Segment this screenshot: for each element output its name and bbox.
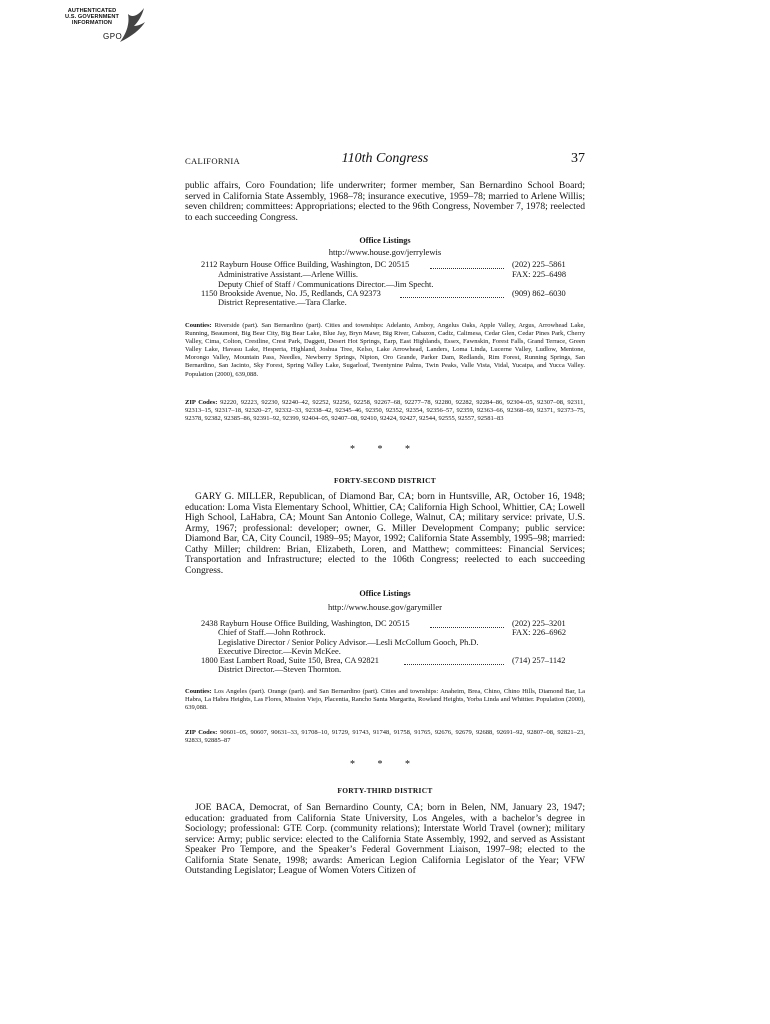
office-phone: (714) 257–1142 bbox=[512, 656, 566, 665]
leader-dots bbox=[430, 626, 504, 628]
zip-codes-label: ZIP Codes: bbox=[185, 729, 218, 736]
zip-codes-text: 92220, 92223, 92230, 92240–42, 92252, 92256, 92258, 92267–68, 92277–78, 92280, 92282, 92284–86, 92304–05, 92307–08, 92311, 92313–15, 92317–18, 92320–27, 92332–33, 92338–42, 92345–46, 92350, 92352, 92354, 92356–57, 92359, 92363–66, 92368–69, 92371, 92373–75, 92378, 92382, 92385–86, 92391–92, 92399, 92404–05, 92407–08, 92410, 92424, 92427, 92544, 92555, 92557, 92581–83 bbox=[185, 399, 585, 423]
zip-codes-block bbox=[185, 729, 585, 745]
logo-gpo-mark: GPO bbox=[103, 32, 123, 41]
counties-label: Counties: bbox=[185, 322, 212, 329]
leader-dots bbox=[404, 663, 504, 665]
staff-listing: Executive Director.—Kevin McKee. bbox=[218, 647, 341, 656]
office-phone: (202) 225–5861 bbox=[512, 260, 566, 269]
page-number: 37 bbox=[571, 151, 585, 166]
logo-text-line: U.S. GOVERNMENT bbox=[64, 14, 120, 20]
counties-block bbox=[185, 322, 585, 379]
logo-text-line: AUTHENTICATED bbox=[67, 8, 117, 14]
office-phone: (202) 225–3201 bbox=[512, 619, 566, 628]
zip-codes-text: 90601–05, 90607, 90631–33, 91708–10, 91729, 91743, 91748, 91758, 91765, 92676, 92679, 92688, 92691–92, 92807–08, 92821–23, 92833, 92885–87 bbox=[185, 729, 585, 745]
website-url[interactable]: http://www.house.gov/jerrylewis bbox=[328, 247, 442, 257]
office-address: 1800 East Lambert Road, Suite 150, Brea, CA 92821 bbox=[201, 656, 379, 665]
biography-continued: public affairs, Coro Foundation; life underwriter; former member, San Bernardino School Board; served in California State Assembly, 1968–78; insurance executive, 1959–78; married to Arlene Willis; seven children; committees: Appropriations; elected to the 96th Congress, November 7, 1978; reelected to each succeeding Congress. bbox=[185, 180, 585, 223]
office-fax: FAX: 225–6498 bbox=[512, 270, 567, 279]
member-biography: GARY G. MILLER, Republican, of Diamond Bar, CA; born in Huntsville, AR, October 16, 1948; education: Loma Vista Elementary School, Whittier, CA; California High School, Whittier, CA; Lowell High School, LaHabra, CA; Mount San Antonio College, Walnut, CA; military service: private, U.S. Army, 1967; professional: developer; owner, G. Miller Development Company; public service: Diamond Bar, CA, City Council, 1989–95; Mayor, 1992; California State Assembly, 1995–98; married: Cathy Miller; children: Brian, Elizabeth, Loren, and Matthew; committees: Financial Services; Transportation and Infrastructure; elected to the 106th Congress; reelected to each succeeding Congress. bbox=[185, 491, 585, 576]
zip-codes-block bbox=[185, 399, 585, 423]
district-heading: FORTY-SECOND DISTRICT bbox=[333, 476, 437, 485]
zip-codes-label: ZIP Codes: bbox=[185, 399, 218, 406]
logo-text-line: INFORMATION bbox=[71, 20, 113, 26]
section-separator: * * * bbox=[350, 444, 420, 455]
staff-listing: District Director.—Steven Thornton. bbox=[218, 665, 342, 674]
office-fax: FAX: 226–6962 bbox=[512, 628, 567, 637]
office-phone: (909) 862–6030 bbox=[512, 289, 566, 298]
counties-block bbox=[185, 688, 585, 712]
leader-dots bbox=[430, 267, 504, 269]
office-listings-heading: Office Listings bbox=[359, 236, 411, 245]
section-separator: * * * bbox=[350, 759, 420, 770]
office-address: 2438 Rayburn House Office Building, Washington, DC 20515 bbox=[201, 619, 410, 628]
website-url[interactable]: http://www.house.gov/garymiller bbox=[327, 602, 442, 612]
member-biography: JOE BACA, Democrat, of San Bernardino County, CA; born in Belen, NM, January 23, 1947; education: graduated from California State University, Los Angeles, with a bachelor’s degree in Sociology; professional: GTE Corp. (community relations); Interstate World Travel (owner); military service: Army; public service: elected to the California State Assembly, 1992, and served as Assistant Speaker Pro Tempore, and the Speaker’s Federal Government Liaison, 1997–98; elected to the California State Senate, 1998; awards: American Legion California Legislator of the Year; VFW Outstanding Legislator; League of Women Voters Citizen of bbox=[185, 802, 585, 876]
counties-label: Counties: bbox=[185, 688, 212, 695]
staff-listing: Deputy Chief of Staff / Communications Director.—Jim Specht. bbox=[218, 280, 434, 289]
staff-listing: Administrative Assistant.—Arlene Willis. bbox=[218, 270, 359, 279]
district-heading: FORTY-THIRD DISTRICT bbox=[337, 786, 433, 795]
running-head-congress: 110th Congress bbox=[341, 151, 429, 166]
staff-listing: Chief of Staff.—John Rothrock. bbox=[218, 628, 326, 637]
running-head-state: CALIFORNIA bbox=[185, 156, 241, 166]
staff-listing: Legislative Director / Senior Policy Advisor.—Lesli McCollum Gooch, Ph.D. bbox=[218, 638, 479, 647]
staff-listing: District Representative.—Tara Clarke. bbox=[218, 298, 347, 307]
gpo-authentication-logo bbox=[60, 4, 150, 48]
leader-dots bbox=[400, 296, 504, 298]
counties-text: Los Angeles (part). Orange (part). and San Bernardino (part). Cities and townships: Anaheim, Brea, Chino, Chino Hills, Diamond Bar, La Habra, La Habra Heights, Las Flores, Mission Viejo, Placentia, Rancho Santa Margarita, Rowland Heights, Yorba Linda and Whittier. Population (2000), 639,088. bbox=[185, 688, 586, 712]
office-address: 1150 Brookside Avenue, No. J5, Redlands, CA 92373 bbox=[201, 289, 381, 298]
office-listings-heading: Office Listings bbox=[359, 589, 411, 598]
office-address: 2112 Rayburn House Office Building, Washington, DC 20515 bbox=[201, 260, 410, 269]
counties-text: Riverside (part). San Bernardino (part). Cities and townships: Adelanto, Amboy, Angelus Oaks, Apple Valley, Argus, Arrowhead Lake, Running, Beaumont, Big Bear City, Big Bear Lake, Blue Jay, Bryn Mawr, Big River, Cabazon, Cadiz, Calimesa, Cedar Glen, Cedar Pines Park, Cherry Valley, Cima, Colton, Crestline, Crest Park, Daggett, Desert Hot Springs, Earp, East Highlands, Essex, Fawnskin, Forest Falls, Grand Terrace, Green Valley Lake, Havasu Lake, Hesperia, Highland, Joshua Tree, Kelso, Lake Arrowhead, Landers, Loma Linda, Lucerne Valley, Ludlow, Mentone, Morongo Valley, Mountain Pass, Needles, Newberry Springs, Nipton, Oro Grande, Parker Dam, Redlands, Rim Forest, Running Springs, San Bernardino, San Jacinto, Sky Forest, Spring Valley Lake, Sugarloaf, Twentynine Palms, Twin Peaks, Valle Vista, Vidal, Yucaipa, and Yucca Valley. Population (2000), 639,088. bbox=[185, 322, 585, 378]
